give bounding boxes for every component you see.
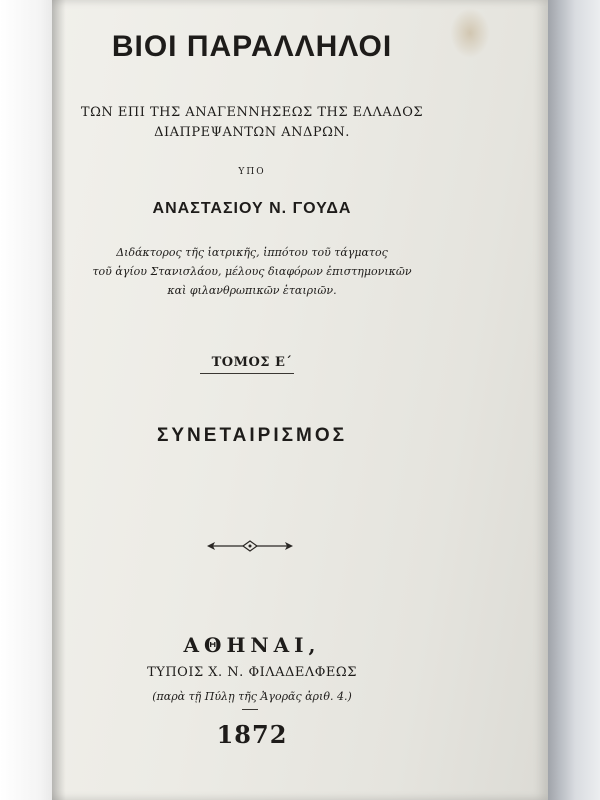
author-description-line-3: καὶ φιλανθρωπικῶν ἑταιριῶν. [167, 284, 337, 297]
by-label: ΥΠΟ [238, 167, 266, 177]
imprint-address: (παρὰ τῇ Πύλῃ τῆς Ἀγορᾶς ἀριθ. 4.) [152, 690, 352, 703]
ornament-divider-icon [205, 538, 295, 554]
title-page [52, 0, 548, 800]
imprint-printer: ΤΥΠΟΙΣ Χ. Ν. ΦΙΛΑΔΕΛΦΕΩΣ [147, 665, 357, 680]
author-description-line-2: τοῦ ἁγίου Στανισλάου, μέλους διαφόρων ἐπιστημονικῶν [92, 265, 412, 278]
volume-label: ΤΟΜΟΣ Ε΄ [211, 355, 293, 370]
spine-shadow [52, 0, 66, 800]
year-rule [242, 709, 258, 710]
book-title: ΒΙΟΙ ΠΑΡΑΛΛΗΛΟΙ [111, 30, 393, 63]
author-name: ΑΝΑΣΤΑΣΙΟΥ Ν. ΓΟΥΔΑ [152, 200, 352, 217]
left-page-edge [0, 0, 58, 800]
subtitle-line-1: ΤΩΝ ΕΠΙ ΤΗΣ ΑΝΑΓΕΝΝΗΣΕΩΣ ΤΗΣ ΕΛΛΑΔΟΣ [80, 105, 424, 120]
subtitle-line-2: ΔΙΑΠΡΕΨΑΝΤΩΝ ΑΝΔΡΩΝ. [154, 125, 350, 140]
paper-stain [450, 8, 490, 58]
imprint-year: 1872 [216, 720, 288, 749]
part-title: ΣΥΝΕΤΑΙΡΙΣΜΟΣ [156, 425, 348, 446]
volume-underline [200, 373, 294, 374]
author-description-line-1: Διδάκτορος τῆς ἰατρικῆς, ἱππότου τοῦ τάγματος [116, 246, 388, 259]
imprint-city: ΑΘΗΝΑΙ, [183, 633, 321, 657]
